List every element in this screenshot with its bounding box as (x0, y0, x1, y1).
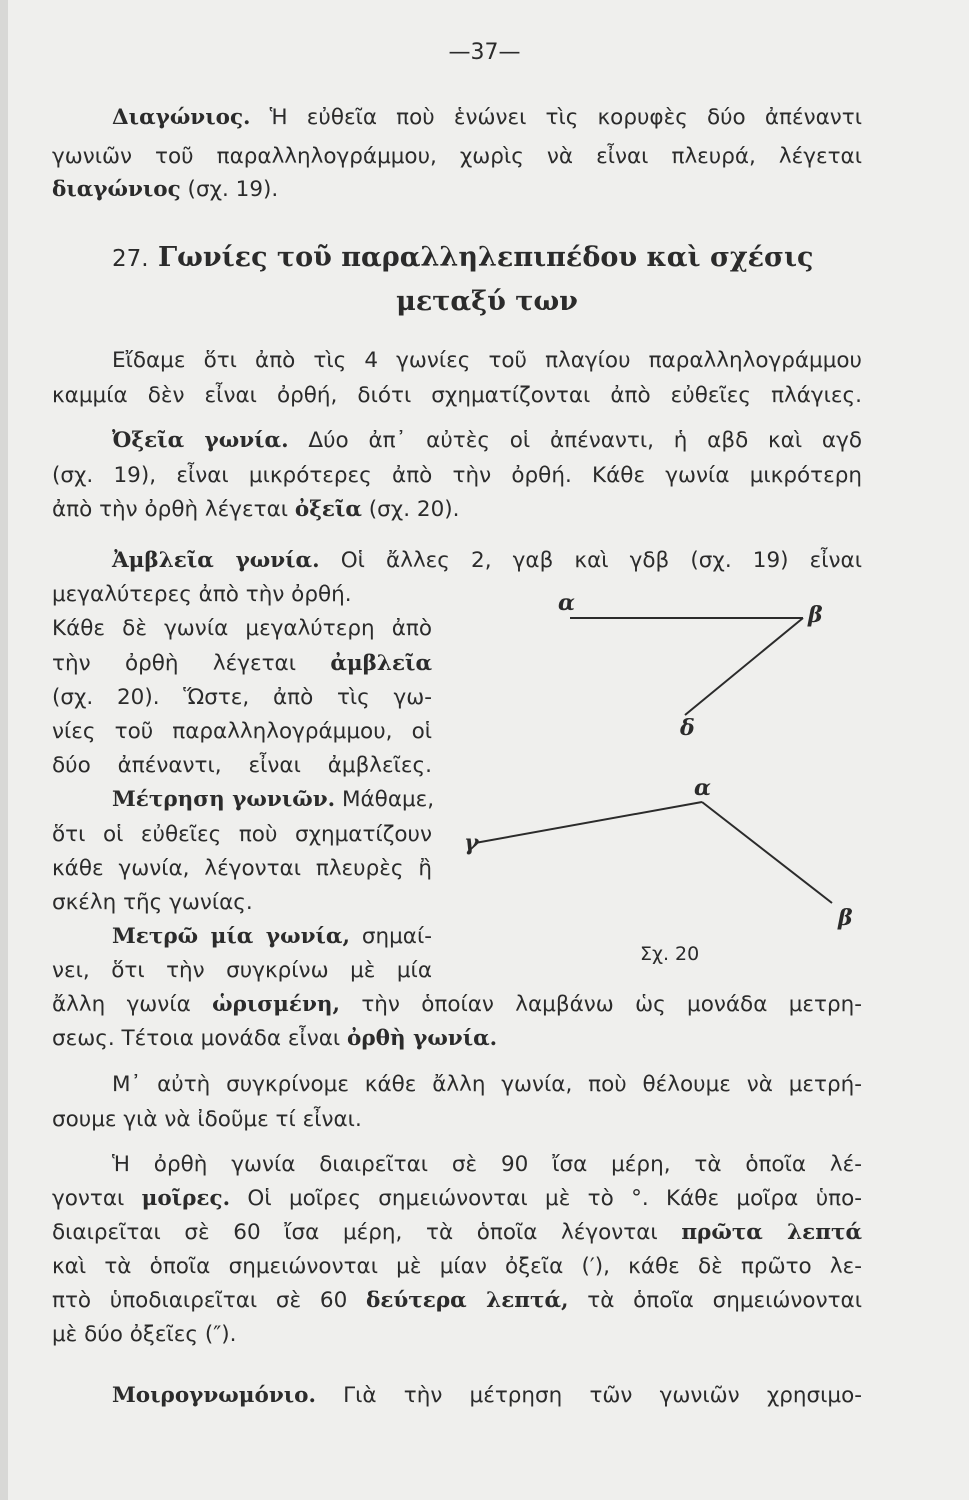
bottom-angle-arm-g (475, 802, 702, 843)
degrees-text-3: διαιρεῖται σὲ 60 ἴσα μέρη, τὰ ὁποῖα λέγονται (52, 1220, 682, 1245)
obtuse-line-3: Κάθε δὲ γωνία μεγαλύτερη ἀπὸ (52, 616, 432, 641)
term-diagonal-2: διαγώνιος (52, 177, 181, 202)
section-number: 27. (112, 246, 149, 272)
label-top-beta: β (808, 602, 823, 628)
degrees-text-5b: τὰ ὁποῖα σημειώνονται (568, 1288, 862, 1313)
term-obtuse: ἀμβλεῖα (330, 651, 432, 676)
measure-one-line-4 (52, 1021, 802, 1057)
label-bottom-gamma: γ (464, 830, 479, 856)
label-bottom-beta: β (838, 905, 853, 931)
acute-text-3: ἀπὸ τὴν ὀρθὴ λέγεται (52, 497, 295, 522)
label-top-delta: δ (680, 715, 695, 741)
term-protractor: Μοιρογνωμόνιο. (112, 1383, 316, 1408)
measure-one-line-1 (112, 919, 432, 955)
measure-one-line-2: νει, ὅτι τὴν συγκρίνω μὲ μία (52, 958, 432, 983)
obtuse-text-4: τὴν ὀρθὴ λέγεται (52, 651, 331, 676)
section-title: Γωνίες τοῦ παραλληλεπιπέδου καὶ σχέσις (157, 242, 814, 273)
obtuse-line-6: νίες τοῦ παραλληλογράμμου, οἱ (52, 719, 432, 744)
degrees-line-4: καὶ τὰ ὁποῖα σημειώνονται μὲ μίαν ὀξεῖα (′), κάθε δὲ πρῶτο λε- (52, 1254, 862, 1279)
protractor-text-1: Γιὰ τὴν μέτρηση τῶν γωνιῶν χρησιμο- (316, 1383, 862, 1408)
section-heading-line-1 (112, 240, 862, 277)
degrees-text-5: πτὸ ὑποδιαιρεῖται σὲ 60 (52, 1288, 367, 1313)
obtuse-line-7: δύο ἀπέναντι, εἶναι ἀμβλεῖες. (52, 753, 432, 778)
acute-text-3b: (σχ. 20). (361, 497, 460, 522)
term-seconds: δεύτερα λεπτά, (366, 1288, 569, 1313)
page-number: —37— (448, 40, 521, 65)
term-diagonal: Διαγώνιος. (112, 105, 251, 130)
diagonal-line-3 (52, 172, 802, 208)
obtuse-line-1 (112, 543, 862, 579)
measure-text-1: Μάθαμε, (335, 787, 435, 812)
term-measure-one: Μετρῶ μία γωνία, (112, 924, 350, 949)
degrees-line-3 (52, 1215, 862, 1251)
term-acute: ὀξεῖα (294, 497, 362, 522)
term-right-angle: ὀρθὴ γωνία. (347, 1026, 498, 1051)
degrees-text-2: γονται (52, 1186, 142, 1211)
degrees-line-1: Ἡ ὀρθὴ γωνία διαιρεῖται σὲ 90 ἴσα μέρη, τὰ ὁποῖα λέ- (112, 1152, 862, 1177)
page-edge (0, 0, 8, 1500)
measure-one-text-4: σεως. Τέτοια μονάδα εἶναι (52, 1026, 348, 1051)
acute-line-1 (112, 423, 862, 459)
measure-one-text-1: σημαί- (349, 924, 432, 949)
obtuse-line-5: (σχ. 20). Ὥστε, ἀπὸ τὶς γω- (52, 685, 432, 710)
diagonal-text-1: Ἡ εὐθεῖα ποὺ ἑνώνει τὶς κορυφὲς δύο ἀπέναντι (250, 105, 862, 130)
term-acute-angle: Ὀξεῖα γωνία. (112, 428, 289, 453)
measure-line-4: σκέλη τῆς γωνίας. (52, 890, 253, 915)
figure-20-drawing (440, 580, 860, 980)
term-obtuse-angle: Ἀμβλεῖα γωνία. (112, 548, 320, 573)
term-degrees: μοῖρες. (141, 1186, 231, 1211)
term-minutes: πρῶτα λεπτά (681, 1220, 862, 1245)
figure-20 (440, 580, 860, 980)
compare-line-2: σουμε γιὰ νὰ ἰδοῦμε τί εἶναι. (52, 1107, 362, 1132)
diagonal-text-3: (σχ. 19). (180, 177, 279, 202)
section-heading-line-2: μεταξύ των (396, 286, 578, 317)
label-bottom-alpha: α (694, 775, 711, 801)
measure-line-2: ὅτι οἱ εὐθεῖες ποὺ σχηματίζουν (52, 822, 432, 847)
degrees-line-6: μὲ δύο ὀξεῖες (″). (52, 1322, 237, 1347)
obtuse-text-1: Οἱ ἄλλες 2, γαβ καὶ γδβ (σχ. 19) εἶναι (319, 548, 863, 573)
intro-line-1: Εἴδαμε ὅτι ἀπὸ τὶς 4 γωνίες τοῦ πλαγίου παραλληλογράμμου (112, 348, 862, 373)
degrees-line-5 (52, 1283, 862, 1319)
measure-line-3: κάθε γωνία, λέγονται πλευρὲς ἢ (52, 856, 432, 881)
measure-one-text-3: ἄλλη γωνία (52, 992, 213, 1017)
degrees-text-2b: Οἱ μοῖρες σημειώνονται μὲ τὸ °. Κάθε μοῖρα ὑπο- (230, 1186, 862, 1211)
diagonal-line-2: γωνιῶν τοῦ παραλληλογράμμου, χωρὶς νὰ εἶναι πλευρά, λέγεται (52, 144, 862, 169)
measure-one-text-3b: τὴν ὁποίαν λαμβάνω ὡς μονάδα μετρη- (339, 992, 862, 1017)
label-top-alpha: α (558, 590, 575, 616)
figure-caption: Σχ. 20 (640, 943, 700, 965)
protractor-line-1 (112, 1378, 862, 1414)
measure-line-1 (112, 782, 435, 818)
term-definite: ὡρισμένη, (212, 992, 340, 1017)
diagonal-line-1 (112, 100, 862, 136)
term-measure: Μέτρηση γωνιῶν. (112, 787, 336, 812)
measure-one-line-3 (52, 987, 862, 1023)
acute-text-1: Δύο ἀπ᾽ αὐτὲς οἱ ἀπέναντι, ἡ αβδ καὶ αγδ (288, 428, 862, 453)
obtuse-line-2: μεγαλύτερες ἀπὸ τὴν ὀρθή. (52, 582, 352, 607)
bottom-angle-arm-b (702, 802, 832, 903)
intro-line-2: καμμία δὲν εἶναι ὀρθή, διότι σχηματίζονται ἀπὸ εὐθεῖες πλάγιες. (52, 383, 862, 408)
top-angle-arm-d (685, 618, 803, 715)
obtuse-line-4 (52, 646, 432, 682)
degrees-line-2 (52, 1181, 862, 1217)
acute-line-2: (σχ. 19), εἶναι μικρότερες ἀπὸ τὴν ὀρθή. Κάθε γωνία μικρότερη (52, 463, 862, 488)
acute-line-3 (52, 492, 802, 528)
compare-line-1: Μ᾽ αὐτὴ συγκρίνομε κάθε ἄλλη γωνία, ποὺ θέλουμε νὰ μετρή- (112, 1072, 862, 1097)
